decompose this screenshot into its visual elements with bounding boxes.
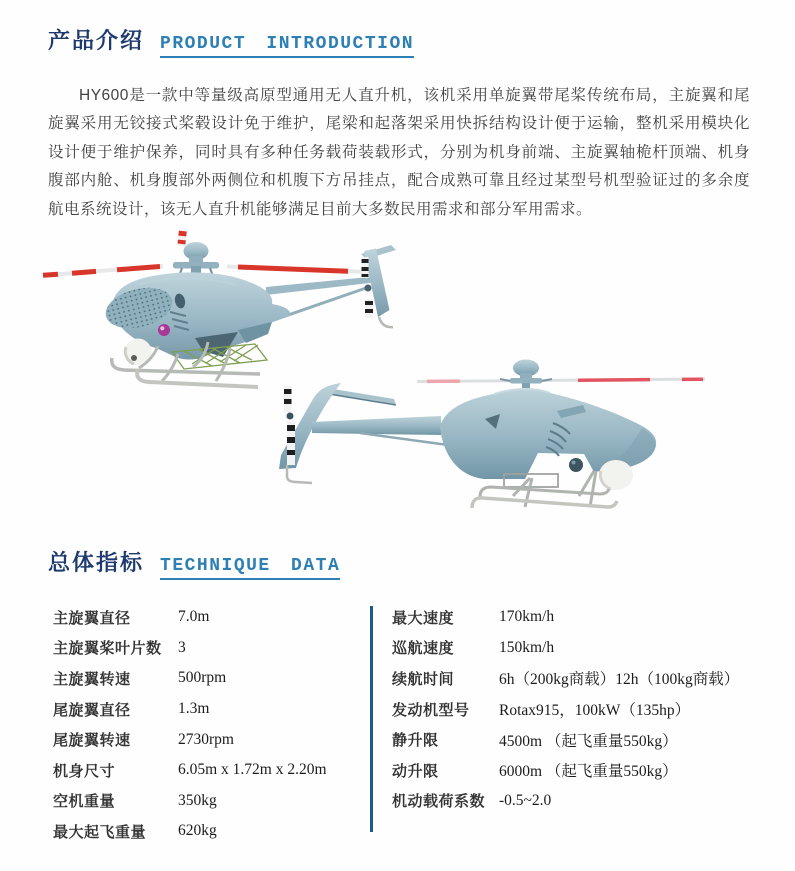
spec-value: 620kg bbox=[178, 822, 217, 840]
spec-value: -0.5~2.0 bbox=[499, 791, 552, 809]
spec-row bbox=[53, 816, 371, 847]
spec-value: 6000m （起飞重量550kg） bbox=[499, 763, 678, 781]
spec-value: 6.05m x 1.72m x 2.20m bbox=[178, 761, 327, 779]
spec-value: 7.0m bbox=[178, 608, 210, 626]
spec-value: Rotax915，100kW（135hp） bbox=[499, 702, 691, 720]
tail-boom bbox=[312, 416, 441, 435]
specs-section-heading bbox=[48, 546, 340, 580]
spec-value: 6h（200kg商载）12h（100kg商载） bbox=[499, 671, 740, 689]
helicopter-side-image bbox=[248, 355, 795, 535]
spec-row bbox=[53, 724, 371, 755]
spec-column-left bbox=[53, 602, 371, 847]
intro-paragraph: HY600是一款中等量级高原型通用无人直升机，该机采用单旋翼带尾桨传统布局，主旋翼和尾旋翼采用无铰接式桨毂设计免于维护，尾梁和起落架采用快拆结构设计便于运输，整机采用模块化设计便于维护保养，同时具有多种任务载荷装载形式，分别为机身前端、主旋翼轴桅杆顶端、机身腹部内舱、机身腹部外两侧位和机腹下方吊挂点，配合成熟可靠且经过某型号机型验证过的多余度航电系统设计，该无人直升机能够满足目前大多数民用需求和部分军用需求。 bbox=[48, 86, 750, 218]
spec-row bbox=[392, 633, 772, 664]
spec-row bbox=[53, 755, 371, 786]
spec-column-right bbox=[392, 602, 772, 816]
tail-skid bbox=[379, 317, 393, 327]
spec-row bbox=[392, 694, 772, 725]
main-rotor-icon bbox=[417, 379, 705, 382]
side-sensor-icon bbox=[569, 458, 583, 472]
spec-label: 主旋翼转速 bbox=[53, 670, 131, 688]
spec-row bbox=[392, 663, 772, 694]
specs-heading-zh: 总体指标 bbox=[48, 550, 145, 575]
spec-value: 1.3m bbox=[178, 700, 210, 718]
spec-label: 机动载荷系数 bbox=[392, 793, 486, 811]
spec-row bbox=[53, 663, 371, 694]
spec-value: 2730rpm bbox=[178, 730, 234, 748]
spec-row bbox=[53, 602, 371, 633]
spec-label: 主旋翼桨叶片数 bbox=[53, 640, 162, 658]
sensor-light-icon bbox=[158, 324, 170, 336]
spec-label: 动升限 bbox=[392, 762, 439, 780]
spec-value: 170km/h bbox=[499, 608, 555, 626]
spec-label: 巡航速度 bbox=[392, 640, 455, 658]
spec-label: 机身尺寸 bbox=[53, 762, 116, 780]
intro-heading-zh: 产品介绍 bbox=[48, 28, 145, 53]
spec-label: 静升限 bbox=[392, 732, 439, 750]
spec-row bbox=[53, 786, 371, 817]
spec-label: 尾旋翼直径 bbox=[53, 701, 131, 719]
spec-value: 4500m （起飞重量550kg） bbox=[499, 732, 678, 750]
intro-section-heading bbox=[48, 24, 414, 58]
spec-value: 500rpm bbox=[178, 669, 227, 687]
spec-label: 发动机型号 bbox=[392, 701, 470, 719]
spec-label: 最大速度 bbox=[392, 609, 455, 627]
spec-label: 续航时间 bbox=[392, 670, 455, 688]
intro-heading-en: PRODUCT INTRODUCTION bbox=[160, 34, 414, 58]
spec-label: 最大起飞重量 bbox=[53, 823, 147, 841]
spec-row bbox=[53, 694, 371, 725]
specs-heading-en: TECHNIQUE DATA bbox=[160, 556, 340, 580]
spec-row bbox=[53, 633, 371, 664]
spec-label: 空机重量 bbox=[53, 793, 116, 811]
spec-value: 3 bbox=[178, 638, 186, 656]
spec-label: 尾旋翼转速 bbox=[53, 732, 131, 750]
horizontal-stabilizer bbox=[327, 388, 396, 405]
spec-label: 主旋翼直径 bbox=[53, 609, 131, 627]
spec-row bbox=[392, 602, 772, 633]
spec-row bbox=[392, 755, 772, 786]
spec-value: 350kg bbox=[178, 791, 217, 809]
spec-value: 150km/h bbox=[499, 638, 555, 656]
spec-row bbox=[392, 724, 772, 755]
spec-row bbox=[392, 786, 772, 817]
